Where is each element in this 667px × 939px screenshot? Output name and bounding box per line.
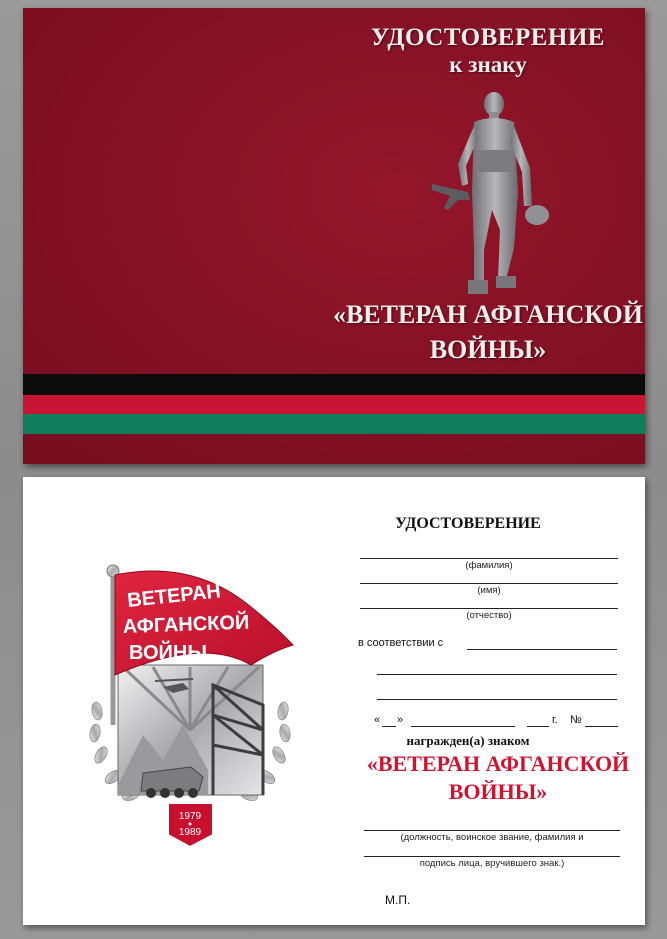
flag-text-line1: ВЕТЕРАН — [126, 580, 222, 612]
date-quote-open: « — [374, 714, 381, 726]
cover-award-name: «ВЕТЕРАН АФГАНСКОЙ — [332, 300, 644, 329]
stripe-green — [23, 414, 645, 434]
date-quote-close: » — [397, 714, 404, 726]
number-sign: № — [570, 714, 582, 726]
cover-subtitle: к знаку — [449, 52, 527, 77]
flag-text-line3: ВОЙНЫ — [129, 642, 207, 664]
badge-year-end: 1989 — [178, 827, 202, 838]
awarded-text: награжден(а) знаком — [406, 733, 530, 748]
soldier-statue-icon — [418, 80, 568, 302]
surname-caption: (фамилия) — [465, 560, 513, 571]
day-line[interactable] — [382, 726, 396, 727]
name-line[interactable] — [360, 583, 618, 584]
certificate-inner-page — [23, 477, 645, 925]
patronymic-line[interactable] — [360, 608, 618, 609]
cover-award-name-line2: ВОЙНЫ» — [429, 335, 547, 364]
surname-line[interactable] — [360, 558, 618, 559]
according-to-line[interactable] — [467, 649, 617, 650]
stripe-red — [23, 395, 645, 414]
signature-line[interactable] — [364, 856, 620, 857]
patronymic-caption: (отчество) — [466, 610, 512, 621]
basis-line-1[interactable] — [377, 674, 617, 675]
according-to-label: в соответствии с — [358, 637, 444, 649]
award-name-line2: ВОЙНЫ» — [448, 779, 548, 804]
position-line[interactable] — [364, 830, 620, 831]
award-name: «ВЕТЕРАН АФГАНСКОЙ — [366, 751, 630, 776]
basis-line-2[interactable] — [377, 699, 617, 700]
name-caption: (имя) — [477, 585, 501, 596]
form-title: УДОСТОВЕРЕНИЕ — [395, 515, 541, 532]
veteran-badge — [73, 555, 308, 853]
certificate-cover — [23, 8, 645, 464]
stripe-black — [23, 374, 645, 395]
month-line[interactable] — [411, 726, 515, 727]
year-suffix: г. — [552, 714, 558, 726]
badge-year-start: 1979 — [178, 811, 202, 822]
position-caption: (должность, воинское звание, фамилия и — [400, 832, 584, 843]
number-line[interactable] — [585, 726, 618, 727]
stamp-label: М.П. — [385, 893, 411, 907]
flag-text-line2: АФГАНСКОЙ — [122, 611, 250, 638]
year-line[interactable] — [527, 726, 549, 727]
cover-title: УДОСТОВЕРЕНИЕ — [371, 24, 605, 51]
signature-caption: подпись лица, вручившего знак.) — [419, 858, 565, 869]
